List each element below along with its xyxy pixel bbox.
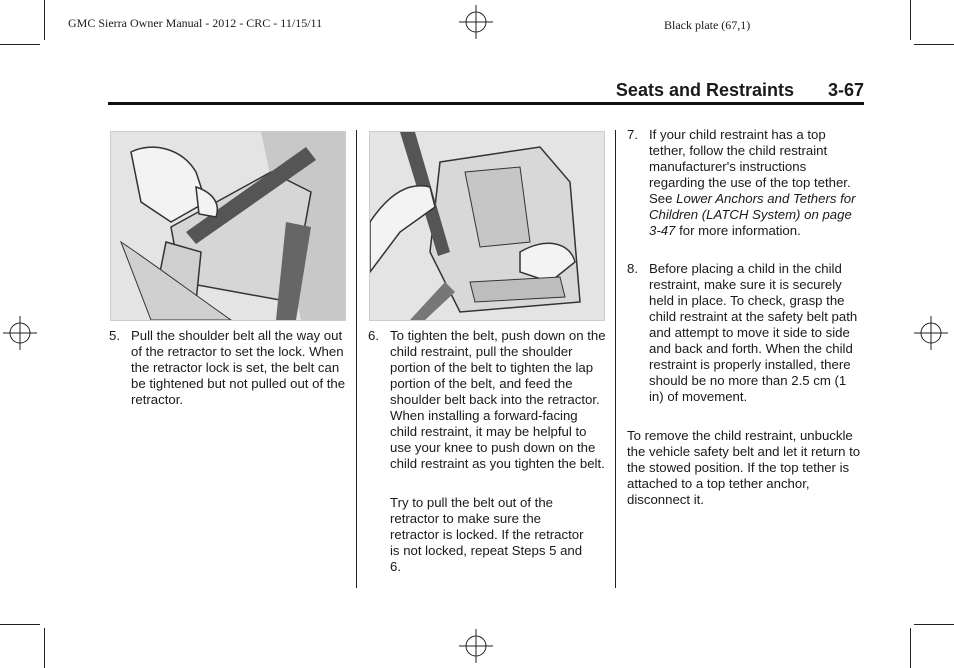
child-seat-tighten-illustration: [370, 132, 604, 320]
crop-mark: [910, 628, 911, 668]
step-number: 7.: [627, 127, 638, 142]
registration-mark-icon: [914, 316, 948, 350]
step-6-continuation: Try to pull the belt out of the retractor to make sure the retractor is locked. If the retractor is not locked, repeat Steps 5 and 6.: [390, 495, 584, 574]
step-number: 6.: [368, 328, 379, 343]
step-number: 5.: [109, 328, 120, 343]
plate-info: Black plate (67,1): [664, 18, 751, 32]
crop-mark: [914, 624, 954, 625]
removal-paragraph: To remove the child restraint, unbuckle the vehicle safety belt and let it return to the stowed position. If the top tether is attached to a top tether anchor, disconnect it.: [627, 428, 861, 507]
step-text: To tighten the belt, push down on the child restraint, pull the shoulder portion of the belt to tighten the lap portion of the belt, and feed the shoulder belt back into the retractor. When installing a forward-facing child restraint, it may be helpful to use your knee to push down on the child restraint as you tighten the belt.: [390, 328, 606, 471]
step-text-a: If your child restraint has a top tether, follow the child restraint manufacturer's instructions regarding the use of the top tether. See: [649, 127, 851, 206]
crop-mark: [44, 628, 45, 668]
step-text-b: for more information.: [675, 223, 801, 238]
manual-info: GMC Sierra Owner Manual - 2012 - CRC - 11/15/11: [68, 16, 323, 30]
registration-mark-icon: [3, 316, 37, 350]
section-title: Seats and Restraints: [615, 80, 794, 100]
crop-mark: [910, 0, 911, 40]
crop-mark: [44, 0, 45, 40]
header-rule: [108, 102, 864, 105]
cross-reference-link[interactable]: Lower Anchors and Tethers for Children (LATCH System) on page 3-47: [649, 191, 856, 238]
registration-mark-icon: [459, 5, 493, 39]
column-divider: [356, 130, 357, 588]
child-seat-belt-illustration: [111, 132, 345, 320]
page-number: 3-67: [827, 80, 864, 100]
crop-mark: [914, 44, 954, 45]
crop-mark: [0, 624, 40, 625]
crop-mark: [0, 44, 40, 45]
step-text: [649, 127, 863, 239]
figure-shoulder-belt-illustration: [110, 131, 346, 321]
column-divider: [615, 130, 616, 588]
page-title-bar: [108, 80, 864, 102]
step-text: Before placing a child in the child restraint, make sure it is securely held in place. To check, grasp the child restraint at the safety belt path and attempt to move it side to side and back and forth. When the child restraint is properly installed, there should be no more than 2.5 cm (1 in) of movement.: [649, 261, 858, 404]
step-number: 8.: [627, 261, 638, 276]
registration-mark-icon: [459, 629, 493, 663]
step-text: Pull the shoulder belt all the way out of the retractor to set the lock. When the retractor lock is set, the belt can be tightened but not pulled out of the retractor.: [131, 328, 346, 407]
figure-tighten-belt-illustration: [369, 131, 605, 321]
